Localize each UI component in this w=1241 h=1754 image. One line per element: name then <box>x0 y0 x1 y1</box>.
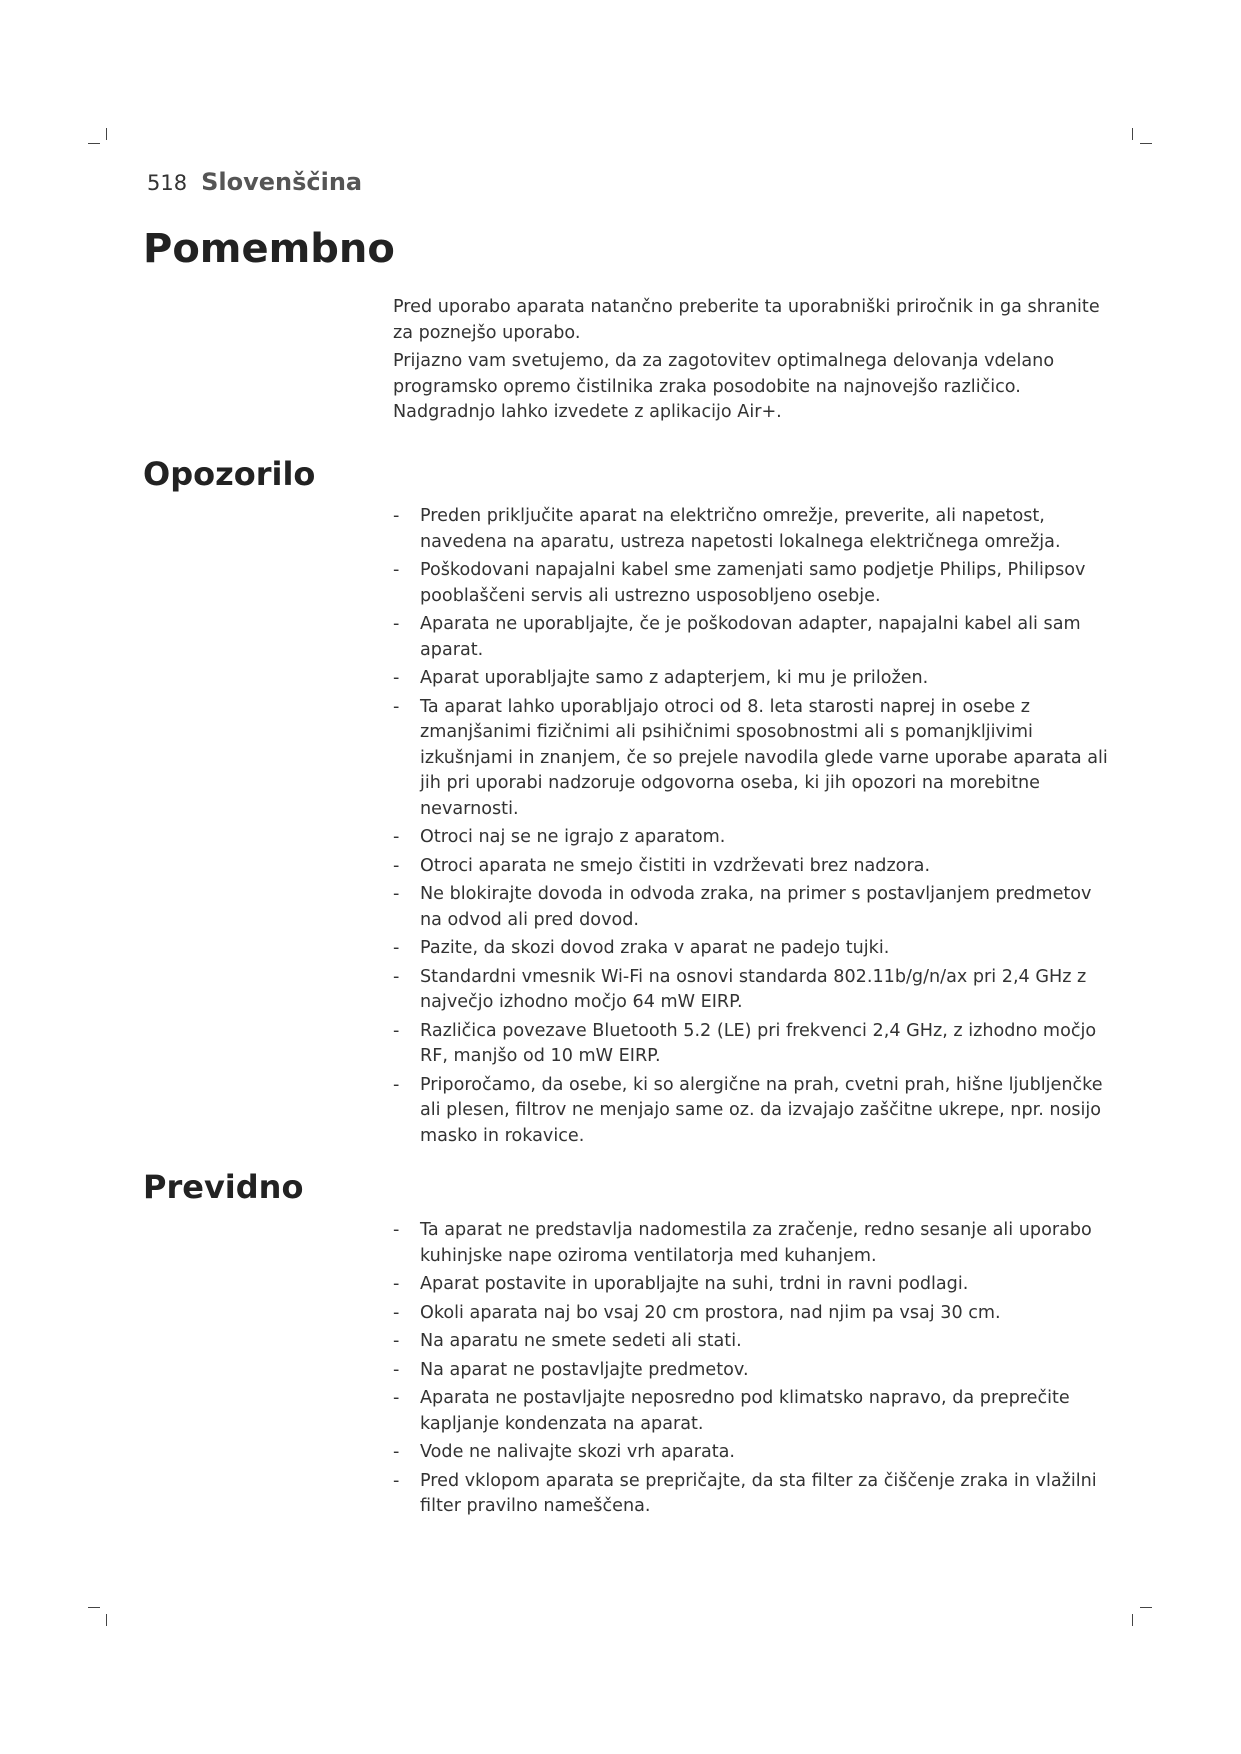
list-item <box>393 1218 1113 1269</box>
list-item-text: Na aparat ne postavljajte predmetov. <box>420 1359 749 1380</box>
section-title-important: Pomembno <box>143 226 395 272</box>
section-title-warning: Opozorilo <box>143 455 316 493</box>
list-item <box>393 504 1113 555</box>
dash-bullet: - <box>393 938 400 958</box>
crop-mark-top-right-v <box>1132 128 1133 140</box>
warning-list <box>393 504 1113 1149</box>
dash-bullet: - <box>393 696 400 717</box>
list-item-text: Otroci aparata ne smejo čistiti in vzdrževati brez nadzora. <box>420 855 931 876</box>
crop-mark-top-left-h <box>88 143 100 144</box>
dash-bullet: - <box>393 1359 400 1380</box>
crop-mark-bottom-left-h <box>88 1607 100 1608</box>
list-item <box>393 1272 1113 1298</box>
list-item <box>393 1329 1113 1355</box>
list-item-text: Standardni vmesnik Wi-Fi na osnovi standarda 802.11b/g/n/ax pri 2,4 GHz z največjo izhodno močjo 64 mW EIRP. <box>420 966 1087 1012</box>
crop-mark-bottom-right-h <box>1140 1607 1152 1608</box>
dash-bullet: - <box>393 1274 400 1294</box>
list-item-text: Aparat postavite in uporabljajte na suhi, trdni in ravni podlagi. <box>420 1274 969 1294</box>
dash-bullet: - <box>393 1442 400 1462</box>
list-item-text: Aparat uporabljajte samo z adapterjem, ki mu je priložen. <box>420 668 929 688</box>
dash-bullet: - <box>393 855 400 876</box>
dash-bullet: - <box>393 1220 400 1240</box>
list-item <box>393 695 1113 823</box>
dash-bullet: - <box>393 506 400 526</box>
list-item-text: Otroci naj se ne igrajo z aparatom. <box>420 827 726 847</box>
crop-mark-top-right-h <box>1140 143 1152 144</box>
section-title-caution: Previdno <box>143 1168 304 1206</box>
crop-mark-bottom-right-v <box>1132 1614 1133 1626</box>
running-header <box>147 168 362 196</box>
important-paragraph: Pred uporabo aparata natančno preberite ta uporabniški priročnik in ga shranite za poznejšo uporabo. <box>393 297 1100 343</box>
list-item <box>393 1386 1113 1437</box>
list-item-text: Pazite, da skozi dovod zraka v aparat ne padejo tujki. <box>420 938 890 958</box>
list-item <box>393 612 1113 663</box>
important-paragraph: Prijazno vam svetujemo, da za zagotovitev optimalnega delovanja vdelano programsko opremo čistilnika zraka posodobite na najnovejšo različico. Nadgradnjo lahko izvedete z aplikacijo Air+. <box>393 351 1055 422</box>
list-item <box>393 1073 1113 1150</box>
list-item <box>393 666 1113 692</box>
list-item <box>393 825 1113 851</box>
list-item <box>393 1019 1113 1070</box>
dash-bullet: - <box>393 884 400 904</box>
list-item-text: Poškodovani napajalni kabel sme zamenjati samo podjetje Philips, Philipsov pooblaščeni servis ali ustrezno usposobljeno osebje. <box>420 560 1086 606</box>
list-item-text: Preden priključite aparat na električno omrežje, preverite, ali napetost, navedena na aparatu, ustreza napetosti lokalnega električnega omrežja. <box>420 506 1061 552</box>
warning-list-block <box>393 504 1113 1152</box>
dash-bullet: - <box>393 1331 400 1351</box>
list-item-text: Vode ne nalivajte skozi vrh aparata. <box>420 1442 735 1462</box>
page-number: 518 <box>147 171 188 195</box>
list-item-text: Okoli aparata naj bo vsaj 20 cm prostora, nad njim pa vsaj 30 cm. <box>420 1302 1001 1323</box>
list-item <box>393 1440 1113 1466</box>
dash-bullet: - <box>393 560 400 580</box>
language-label: Slovenščina <box>201 168 363 196</box>
list-item <box>393 965 1113 1016</box>
caution-list <box>393 1218 1113 1520</box>
dash-bullet: - <box>393 1302 400 1323</box>
dash-bullet: - <box>393 1388 400 1408</box>
dash-bullet: - <box>393 614 400 634</box>
list-item-text: Na aparatu ne smete sedeti ali stati. <box>420 1331 742 1351</box>
list-item-text: Različica povezave Bluetooth 5.2 (LE) pri frekvenci 2,4 GHz, z izhodno močjo RF, manjšo od 10 mW EIRP. <box>420 1020 1097 1066</box>
list-item-text: Ta aparat lahko uporabljajo otroci od 8. leta starosti naprej in osebe z zmanjšanimi fizičnimi ali psihičnimi sposobnostmi ali s pomanjkljivimi izkušnjami in znanjem, če so prejele navodila glede varne uporabe aparata ali jih pri uporabi nadzoruje odgovorna oseba, ki jih opozori na morebitne nevarnosti. <box>420 696 1108 819</box>
list-item <box>393 936 1113 962</box>
list-item-text: Aparata ne postavljajte neposredno pod klimatsko napravo, da preprečite kapljanje kondenzata na aparat. <box>420 1388 1070 1434</box>
list-item <box>393 854 1113 880</box>
list-item <box>393 558 1113 609</box>
dash-bullet: - <box>393 1470 400 1491</box>
important-body <box>393 295 1113 429</box>
list-item <box>393 882 1113 933</box>
list-item-text: Ne blokirajte dovoda in odvoda zraka, na primer s postavljanjem predmetov na odvod ali pred dovod. <box>420 884 1092 930</box>
list-item-text: Ta aparat ne predstavlja nadomestila za zračenje, redno sesanje ali uporabo kuhinjske nape oziroma ventilatorja med kuhanjem. <box>420 1220 1092 1266</box>
crop-mark-top-left-v <box>106 128 107 140</box>
dash-bullet: - <box>393 966 400 987</box>
dash-bullet: - <box>393 668 400 688</box>
list-item-text: Priporočamo, da osebe, ki so alergične na prah, cvetni prah, hišne ljubljenčke ali plesen, filtrov ne menjajo same oz. da izvajajo zaščitne ukrepe, npr. nosijo masko in rokavice. <box>420 1074 1103 1146</box>
list-item <box>393 1358 1113 1384</box>
caution-list-block <box>393 1218 1113 1523</box>
dash-bullet: - <box>393 827 400 847</box>
list-item-text: Pred vklopom aparata se prepričajte, da sta filter za čiščenje zraka in vlažilni filter pravilno nameščena. <box>420 1470 1097 1516</box>
list-item <box>393 1301 1113 1327</box>
list-item <box>393 1469 1113 1520</box>
list-item-text: Aparata ne uporabljajte, če je poškodovan adapter, napajalni kabel ali sam aparat. <box>420 614 1081 660</box>
crop-mark-bottom-left-v <box>106 1614 107 1626</box>
dash-bullet: - <box>393 1074 400 1095</box>
dash-bullet: - <box>393 1020 400 1041</box>
